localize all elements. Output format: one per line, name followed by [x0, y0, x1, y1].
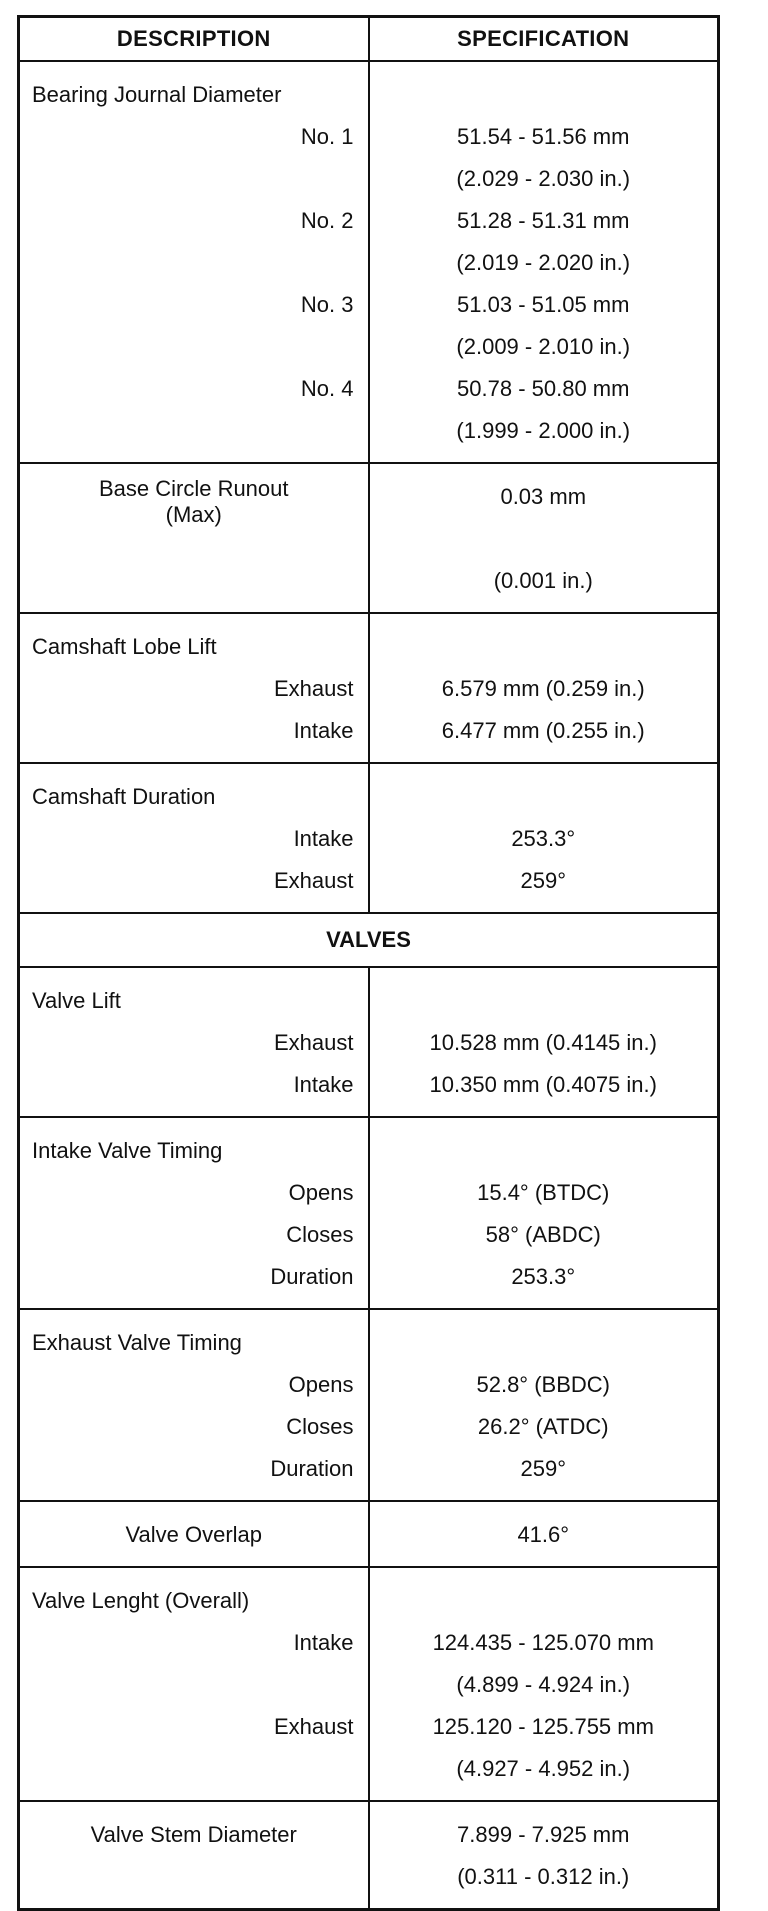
specification-cell — [369, 1801, 719, 1910]
section-title: Camshaft Duration — [32, 784, 216, 809]
item-label: Exhaust — [274, 1030, 354, 1055]
specification-cell — [369, 1309, 719, 1501]
spec-value: 51.28 - 51.31 mm — [457, 208, 630, 233]
section-title: Exhaust Valve Timing — [32, 1330, 242, 1355]
item-label: Exhaust — [274, 676, 354, 701]
specification-cell — [369, 967, 719, 1117]
description-header: DESCRIPTION — [19, 17, 369, 62]
spec-value: 6.579 mm (0.259 in.) — [441, 676, 645, 701]
spec-value: 41.6° — [517, 1522, 570, 1547]
spec-value: 124.435 - 125.070 mm — [432, 1630, 654, 1655]
spec-value: 26.2° (ATDC) — [477, 1414, 609, 1439]
spec-section-row — [19, 613, 719, 763]
spacer-line — [20, 1664, 368, 1706]
spec-section-row — [19, 1567, 719, 1801]
spec-value: (2.009 - 2.010 in.) — [456, 334, 631, 359]
spec-section-row — [19, 1801, 719, 1910]
item-label: Exhaust — [274, 1714, 354, 1739]
specification-cell — [369, 613, 719, 763]
description-cell — [19, 1801, 369, 1910]
item-label: Duration — [270, 1264, 354, 1289]
description-cell — [19, 967, 369, 1117]
spec-value: 253.3° — [511, 1264, 576, 1289]
item-label: Exhaust — [274, 868, 354, 893]
spec-value: 0.03 mm — [500, 484, 587, 509]
description-cell — [19, 763, 369, 913]
spec-value: 10.350 mm (0.4075 in.) — [429, 1072, 657, 1097]
spec-value: 51.03 - 51.05 mm — [457, 292, 630, 317]
spec-value: (4.899 - 4.924 in.) — [456, 1672, 631, 1697]
item-label: Closes — [286, 1222, 354, 1247]
table-header-row — [19, 17, 719, 62]
spec-value: (0.001 in.) — [493, 568, 593, 593]
item-label: Intake — [293, 1630, 354, 1655]
section-title: Base Circle Runout — [98, 476, 289, 501]
spacer-line — [20, 242, 368, 284]
section-title: Valve Overlap — [125, 1522, 263, 1547]
item-label: Intake — [293, 718, 354, 743]
spec-value: 15.4° (BTDC) — [477, 1180, 610, 1205]
specification-cell — [369, 61, 719, 463]
spec-section-row — [19, 463, 719, 613]
section-band-title: VALVES — [19, 913, 719, 967]
item-label: Opens — [288, 1372, 354, 1397]
spec-section-row — [19, 61, 719, 463]
item-label: No. 3 — [300, 292, 354, 317]
spec-section-row — [19, 763, 719, 913]
description-cell — [19, 1567, 369, 1801]
specification-cell — [369, 1117, 719, 1309]
table-body — [19, 61, 719, 1910]
spec-value: (0.311 - 0.312 in.) — [457, 1864, 630, 1889]
spec-value: 6.477 mm (0.255 in.) — [441, 718, 645, 743]
section-title: Valve Lift — [32, 988, 121, 1013]
spec-value: 52.8° (BBDC) — [476, 1372, 610, 1397]
description-cell — [19, 1309, 369, 1501]
spacer-line — [20, 1856, 368, 1898]
spacer-line — [20, 410, 368, 452]
spec-value: 51.54 - 51.56 mm — [457, 124, 630, 149]
spec-value: 253.3° — [511, 826, 576, 851]
description-cell — [19, 1501, 369, 1567]
item-label: Duration — [270, 1456, 354, 1481]
spacer-line — [370, 1322, 718, 1364]
item-label: Intake — [293, 1072, 354, 1097]
spec-value: 259° — [520, 868, 566, 893]
specification-header: SPECIFICATION — [369, 17, 719, 62]
specification-cell — [369, 763, 719, 913]
specification-cell — [369, 463, 719, 613]
spacer-line — [20, 1748, 368, 1790]
spec-value: (1.999 - 2.000 in.) — [456, 418, 631, 443]
item-label: No. 1 — [300, 124, 354, 149]
description-cell — [19, 1117, 369, 1309]
spacer-line — [20, 158, 368, 200]
spacer-line — [370, 1580, 718, 1622]
spacer-line — [370, 1130, 718, 1172]
spacer-line — [370, 626, 718, 668]
section-title: Camshaft Lobe Lift — [32, 634, 217, 659]
spacer-line — [370, 74, 718, 116]
item-label: No. 2 — [300, 208, 354, 233]
spec-value: (4.927 - 4.952 in.) — [456, 1756, 631, 1781]
spec-value: 7.899 - 7.925 mm — [457, 1822, 630, 1847]
spec-value: 259° — [520, 1456, 566, 1481]
specification-table — [17, 15, 720, 1911]
spacer-line — [370, 776, 718, 818]
specification-cell — [369, 1501, 719, 1567]
section-title: Bearing Journal Diameter — [32, 82, 282, 107]
section-title-line2: (Max) — [165, 502, 222, 527]
item-label: Intake — [293, 826, 354, 851]
item-label: No. 4 — [300, 376, 354, 401]
spec-value: 10.528 mm (0.4145 in.) — [429, 1030, 657, 1055]
spec-value: 58° (ABDC) — [485, 1222, 601, 1247]
section-title: Valve Lenght (Overall) — [32, 1588, 250, 1613]
section-title: Valve Stem Diameter — [90, 1822, 297, 1847]
spec-value: (2.029 - 2.030 in.) — [456, 166, 631, 191]
description-cell — [19, 463, 369, 613]
spec-section-row — [19, 1117, 719, 1309]
spacer-line — [370, 518, 718, 560]
spec-value: (2.019 - 2.020 in.) — [456, 250, 631, 275]
item-label: Opens — [288, 1180, 354, 1205]
specification-cell — [369, 1567, 719, 1801]
section-title: Intake Valve Timing — [32, 1138, 223, 1163]
description-cell — [19, 613, 369, 763]
section-band-row — [19, 913, 719, 967]
item-label: Closes — [286, 1414, 354, 1439]
title-block — [20, 476, 368, 528]
spacer-line — [370, 980, 718, 1022]
spec-section-row — [19, 967, 719, 1117]
description-cell — [19, 61, 369, 463]
spec-value: 125.120 - 125.755 mm — [432, 1714, 654, 1739]
spec-section-row — [19, 1309, 719, 1501]
spec-section-row — [19, 1501, 719, 1567]
spacer-line — [20, 326, 368, 368]
spec-value: 50.78 - 50.80 mm — [457, 376, 630, 401]
